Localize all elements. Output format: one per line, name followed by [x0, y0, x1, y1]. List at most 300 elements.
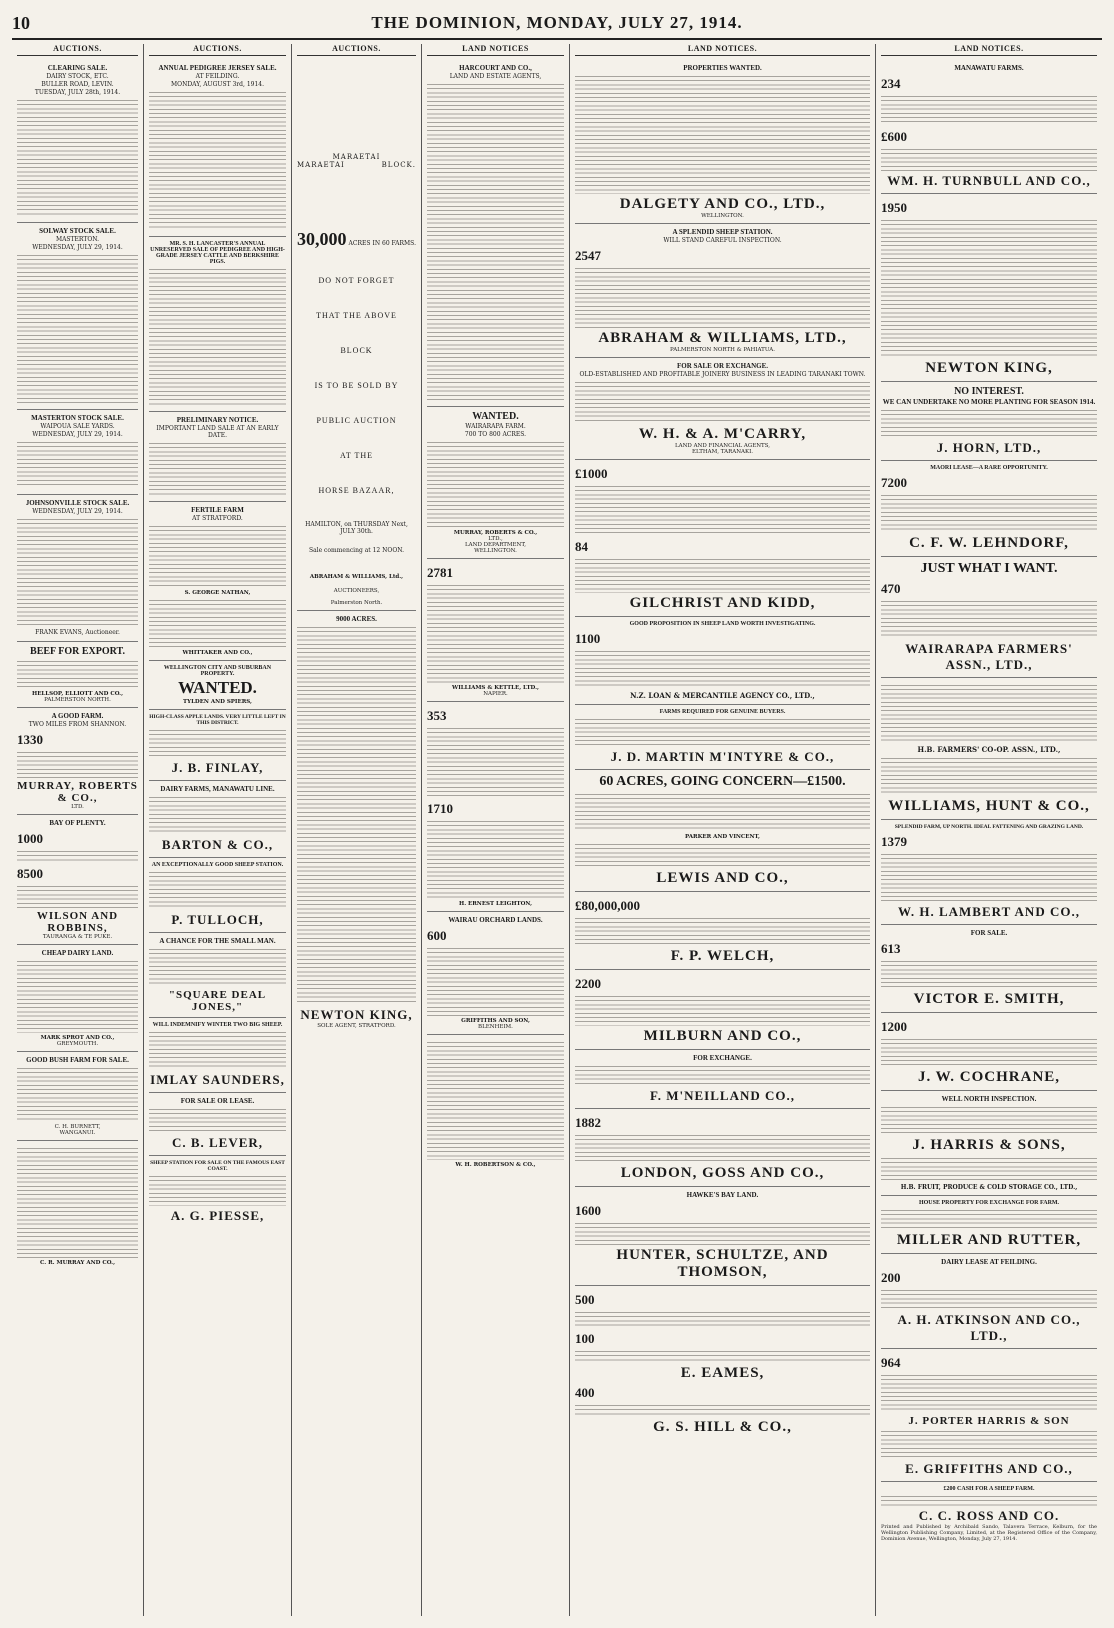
text-block: [881, 1105, 1097, 1135]
maraetai-line: MARAETAI: [297, 161, 345, 169]
text-block: [17, 1146, 138, 1258]
text-block: [149, 947, 286, 987]
ad-subheading: WAIPOUA SALE YARDS.: [40, 423, 115, 430]
ad-firm: WILLIAMS & KETTLE, LTD.,: [452, 685, 539, 691]
ad-firm: F. P. WELCH,: [670, 948, 775, 964]
ad-subheading: MASTERTON.: [55, 236, 100, 243]
text-block: [427, 946, 564, 1016]
text-block: [575, 484, 870, 534]
ad-firm: WM. H. TURNBULL AND CO.,: [887, 173, 1091, 188]
ad-place: WANGANUI.: [59, 1130, 96, 1136]
ad-heading: 9000 ACRES.: [336, 615, 377, 623]
text-block: [575, 1310, 870, 1326]
ad-subheading: BULLER ROAD, LEVIN.: [41, 81, 114, 88]
ad-firm: C. R. MURRAY AND CO.,: [39, 1260, 116, 1266]
ad-heading: 60 ACRES, GOING CONCERN—£1500.: [599, 774, 846, 789]
ad-heading: FERTILE FARM: [191, 506, 244, 514]
ad-date: TUESDAY, JULY 28th, 1914.: [34, 89, 121, 96]
text-block: [881, 599, 1097, 639]
ad-acreage: 200: [881, 1270, 901, 1285]
ad-dairy-lease-feilding: [881, 1254, 1097, 1349]
column-heading: AUCTIONS.: [149, 44, 286, 56]
block-label: BLOCK.: [381, 161, 416, 169]
ad-farms-required: [575, 705, 870, 770]
text-block: [17, 1066, 138, 1122]
ad-heading: FOR SALE OR EXCHANGE.: [676, 362, 768, 370]
text-block: [575, 266, 870, 328]
ad-bay-of-plenty: [17, 815, 138, 945]
maraetai-line: MARAETAI: [332, 153, 381, 161]
ad-firm: HARCOURT AND CO.,: [459, 64, 532, 72]
text-block: [149, 1107, 286, 1133]
ad-subheading: IMPORTANT LAND SALE AT AN EARLY DATE.: [156, 425, 279, 439]
column-heading: AUCTIONS.: [297, 44, 416, 56]
text-block: [881, 756, 1097, 796]
text-block: [17, 884, 138, 908]
text-block: [149, 598, 286, 648]
ad-firm: LEWIS AND CO.,: [656, 870, 789, 886]
ad-price: £600: [881, 129, 907, 144]
ad-hawkes-bay-land: [575, 1187, 870, 1286]
ad-firm: C. B. LEVER,: [171, 1135, 264, 1150]
ad-heading: WELL NORTH INSPECTION.: [941, 1095, 1037, 1103]
wanted-heading: WANTED.: [472, 411, 519, 422]
ad-dairy-farms-manawatu: [149, 781, 286, 858]
ad-964-acres: [881, 1349, 1097, 1482]
auction-date: HAMILTON, on THURSDAY Next, JULY 30th.: [305, 521, 408, 535]
text-block: [881, 959, 1097, 989]
ad-acreage: 964: [881, 1355, 901, 1370]
ad-firm: E. EAMES,: [680, 1365, 765, 1381]
ad-firm: MURRAY, ROBERTS & CO.,: [17, 780, 138, 804]
ad-heading: FOR SALE OR LEASE.: [180, 1097, 255, 1105]
ad-lancaster-sale: [149, 237, 286, 412]
ad-for-sale-613: [881, 925, 1097, 1013]
ad-acreage: 1950: [881, 200, 907, 215]
ad-wanted-wairarapa: [427, 407, 564, 559]
auction-line: PUBLIC AUCTION: [316, 416, 397, 425]
text-block: [17, 253, 138, 403]
text-block: [881, 852, 1097, 902]
ad-1950-acres: [881, 194, 1097, 382]
text-block: [575, 74, 870, 194]
text-block: [149, 441, 286, 495]
ad-heading: SHEEP STATION FOR SALE ON THE FAMOUS EAST COAST.: [150, 1160, 285, 1172]
ad-sale-or-lease: [149, 1093, 286, 1156]
ad-heading: CLEARING SALE.: [47, 64, 108, 72]
ad-woodcocks: [427, 1035, 564, 1172]
text-block: [881, 1373, 1097, 1413]
acres-label: ACRES: [348, 240, 371, 247]
ad-apple-lands: [149, 710, 286, 781]
text-block: [149, 90, 286, 230]
ad-60-acres-going-concern: [575, 770, 870, 892]
ad-acreage: 1710: [427, 801, 453, 816]
ad-heading: PROPERTIES WANTED.: [683, 64, 762, 72]
ad-heading: A SPLENDID SHEEP STATION.: [672, 228, 773, 236]
text-block: [881, 1208, 1097, 1230]
ad-9000-acres: [297, 611, 416, 1033]
ad-date: WEDNESDAY, JULY 29, 1914.: [32, 431, 123, 438]
ad-firm: S. GEORGE NATHAN,: [184, 590, 251, 596]
ad-firm: HUNTER, SCHULTZE, AND THOMSON,: [616, 1247, 829, 1280]
ad-firm: W. H. LAMBERT AND CO.,: [898, 904, 1080, 919]
ad-acreage: 100: [575, 1331, 595, 1346]
ad-no-interest: [881, 382, 1097, 461]
text-block: [881, 1037, 1097, 1067]
ad-firm: VICTOR E. SMITH,: [913, 991, 1065, 1007]
ad-heading: MANAWATU FARMS.: [954, 64, 1024, 72]
ad-acreage: 2781: [427, 565, 453, 580]
ad-heading: ANNUAL PEDIGREE JERSEY SALE.: [158, 64, 277, 72]
text-block: [881, 408, 1097, 438]
text-block: [575, 1403, 870, 1417]
ad-heading: MASTERTON STOCK SALE.: [31, 414, 124, 422]
ad-acreage: 613: [881, 941, 901, 956]
ad-joinery-business: [575, 358, 870, 460]
ad-heading: £200 CASH FOR A SHEEP FARM.: [943, 1486, 1035, 1492]
ad-firm: C. F. W. LEHNDORF,: [909, 535, 1069, 551]
text-block: [881, 1429, 1097, 1459]
ad-place: Palmerston North.: [330, 600, 383, 606]
text-block: [575, 792, 870, 832]
column-3: [292, 44, 422, 1616]
ad-firm: DALGETY AND CO., LTD.,: [619, 196, 826, 212]
ad-acreage: 1379: [881, 834, 907, 849]
text-block: [881, 218, 1097, 358]
text-block: [575, 1221, 870, 1245]
text-block: [427, 1040, 564, 1160]
farms-label: IN 60 FARMS.: [372, 240, 416, 247]
ad-pedigree-jersey-sale: [149, 60, 286, 237]
text-block: [881, 94, 1097, 124]
ad-acreage: 84: [575, 539, 588, 554]
ad-heading: SPLENDID FARM, UP NORTH. IDEAL FATTENING AND GRAZING LAND.: [894, 824, 1084, 830]
ad-johnsonville-stock-sale: [17, 495, 138, 642]
ad-heading: FARMS REQUIRED FOR GENUINE BUYERS.: [659, 709, 786, 715]
ad-acreage: 2200: [575, 976, 601, 991]
ad-masterton-stock-sale: [17, 410, 138, 495]
auction-line: DO NOT FORGET: [318, 276, 395, 285]
ad-firm: J. PORTER HARRIS & SON: [908, 1415, 1070, 1427]
ad-firm: HELLSOP, ELLIOTT AND CO.,: [32, 691, 123, 697]
column-2: [144, 44, 292, 1616]
ad-preliminary-notice: [149, 412, 286, 502]
ad-heading: JOHNSONVILLE STOCK SALE.: [25, 499, 130, 507]
text-block: [575, 1349, 870, 1363]
ad-heading: PRELIMINARY NOTICE.: [176, 416, 259, 424]
ad-subheading: AT STRATFORD.: [192, 515, 243, 522]
ad-acreage: 1000: [17, 831, 43, 846]
ad-a-good-farm: [17, 708, 138, 815]
ad-just-what-i-want: [881, 557, 1097, 678]
column-4: [422, 44, 570, 1616]
text-block: [17, 517, 138, 627]
ad-acreage: 400: [575, 1385, 595, 1400]
ad-firm: J. W. COCHRANE,: [917, 1069, 1061, 1085]
ad-firm-suffix: LTD.,: [488, 536, 503, 542]
column-heading: LAND NOTICES.: [881, 44, 1097, 56]
ad-firm-role: LAND AND FINANCIAL AGENTS,: [674, 443, 771, 449]
ad-manawatu-farms: [881, 60, 1097, 194]
column-1: [12, 44, 144, 1616]
ad-firm: W. H. ROBERTSON & CO.,: [455, 1162, 536, 1168]
text-block: [17, 440, 138, 488]
text-block: [575, 994, 870, 1026]
ad-firm-suffix: LTD.: [71, 804, 84, 810]
ad-maori-lease: [881, 461, 1097, 557]
ad-date: WEDNESDAY, JULY 29, 1914.: [32, 244, 123, 251]
ad-firm: H.B. FARMERS' CO-OP. ASSN., LTD.,: [917, 745, 1061, 754]
text-block: [149, 795, 286, 835]
text-block: [881, 683, 1097, 743]
ad-place: WELLINGTON.: [474, 548, 517, 554]
ad-firm: IMLAY SAUNDERS,: [150, 1072, 285, 1087]
ad-heading: WAIRAU ORCHARD LANDS.: [448, 916, 543, 924]
column-6: [876, 44, 1102, 1616]
imprint-footer: Printed and Published by Archibald Sando, Talavera Terrace, Kelburn, for the Wellington Publishing Company, Limited, at the Registered Office of the Company, Dominion Avenue, Wellington, Monday, July 27, 1914.: [881, 1524, 1097, 1542]
ad-good-bush-farm: [17, 1052, 138, 1141]
wanted-heading: WANTED.: [178, 678, 257, 697]
ad-firm: ABRAHAM & WILLIAMS, LTD.,: [598, 330, 847, 346]
ad-acreage: 7200: [881, 475, 907, 490]
text-block: [427, 440, 564, 528]
text-block: [149, 524, 286, 588]
ad-firm: G. S. HILL & CO.,: [653, 1419, 792, 1435]
ad-place: NAPIER.: [483, 691, 508, 697]
ad-subheading: TWO MILES FROM SHANNON.: [28, 721, 127, 728]
ad-firm: P. TULLOCH,: [171, 912, 264, 927]
ad-place: BLENHEIM.: [478, 1024, 513, 1030]
ad-firm: J. B. FINLAY,: [171, 760, 264, 775]
ad-place: ELTHAM, TARANAKI.: [691, 449, 754, 455]
ad-acreage: 1200: [881, 1019, 907, 1034]
ad-date: WEDNESDAY, JULY 29, 1914.: [32, 508, 123, 515]
ad-subheading: DAIRY STOCK, ETC.: [46, 73, 109, 80]
text-block: [17, 750, 138, 778]
ad-80-million: [575, 892, 870, 970]
text-block: [575, 557, 870, 593]
columns: [12, 44, 1102, 1616]
ad-firm: A. G. PIESSE,: [170, 1208, 265, 1223]
newspaper-title: THE DOMINION, MONDAY, JULY 27, 1914.: [371, 13, 743, 32]
ad-heading: DAIRY LEASE AT FEILDING.: [941, 1258, 1037, 1266]
text-block: [427, 819, 564, 899]
ad-353-acres: [427, 702, 564, 912]
text-block: [575, 916, 870, 946]
ad-properties-wanted: [575, 60, 870, 224]
column-5: [570, 44, 876, 1616]
ad-heading: HAWKE'S BAY LAND.: [686, 1191, 759, 1199]
ad-acreage: 353: [427, 708, 447, 723]
text-block: [427, 82, 564, 400]
ad-solway-stock-sale: [17, 223, 138, 410]
text-block: [575, 842, 870, 868]
ad-wairau-orchard: [427, 912, 564, 1035]
ad-firm: GILCHRIST AND KIDD,: [629, 595, 816, 611]
ad-heading: WELLINGTON CITY AND SUBURBAN PROPERTY.: [163, 665, 272, 677]
ad-500-acres: [575, 1286, 870, 1440]
ad-firm: J. D. MARTIN M'INTYRE & CO.,: [610, 749, 835, 764]
text-block: [881, 493, 1097, 533]
text-block: [17, 98, 138, 216]
ad-acreage: 1100: [575, 631, 601, 646]
ad-heading: GOOD BUSH FARM FOR SALE.: [26, 1056, 129, 1064]
ad-acreage: 234: [881, 76, 901, 91]
ad-heading: HOUSE PROPERTY FOR EXCHANGE FOR FARM.: [918, 1200, 1060, 1206]
ad-place: GREYMOUTH.: [56, 1041, 99, 1047]
ad-house-exchange: [881, 1196, 1097, 1254]
column-heading: LAND NOTICES: [427, 44, 564, 56]
ad-signature: FRANK EVANS, Auctioneer.: [35, 629, 120, 636]
ad-heading: BAY OF PLENTY.: [49, 819, 106, 827]
ad-subheading: OLD-ESTABLISHED AND PROFITABLE JOINERY BUSINESS IN LEADING TARANAKI TOWN.: [579, 371, 866, 378]
text-block: [575, 1133, 870, 1163]
auction-line: HORSE BAZAAR,: [318, 486, 395, 495]
ad-firm: E. GRIFFITHS AND CO.,: [905, 1461, 1073, 1476]
text-block: [17, 849, 138, 861]
ad-acreage: 8500: [17, 866, 43, 881]
ad-firm: J. HORN, LTD.,: [936, 440, 1042, 455]
ad-acreage: 30,000: [297, 229, 347, 249]
text-block: [881, 147, 1097, 171]
ad-place: PALMERSTON NORTH & PAHIATUA.: [670, 347, 775, 353]
ad-cheap-dairy-land: [17, 945, 138, 1052]
ad-place: PALMERSTON NORTH.: [44, 697, 111, 703]
ad-hb-farmers: [881, 678, 1097, 820]
page-number: 10: [12, 12, 30, 33]
ad-heading: WILL INDEMNIFY WINTER TWO BIG SHEEP.: [152, 1022, 283, 1028]
ad-date: MONDAY, AUGUST 3rd, 1914.: [171, 81, 264, 88]
ad-heading: DAIRY FARMS, MANAWATU LINE.: [160, 785, 275, 793]
ad-heading: A GOOD FARM.: [51, 712, 104, 720]
ad-subheading: LAND AND ESTATE AGENTS,: [449, 73, 542, 80]
ad-heading: AN EXCEPTIONALLY GOOD SHEEP STATION.: [151, 862, 284, 868]
text-block: [297, 625, 416, 1005]
ad-heading: SOLWAY STOCK SALE.: [39, 227, 116, 235]
ad-place: WELLINGTON.: [701, 213, 744, 219]
ad-acreage: 1600: [575, 1203, 601, 1218]
text-block: [149, 1174, 286, 1206]
ad-acreage: 500: [575, 1292, 595, 1307]
ad-firm: H. ERNEST LEIGHTON,: [459, 901, 532, 907]
ad-price: £80,000,000: [575, 898, 640, 913]
ad-for-exchange: [575, 1050, 870, 1109]
ad-small-man: [149, 933, 286, 1018]
ad-sheep-land-proposition: [575, 617, 870, 705]
ad-firm: ABRAHAM & WILLIAMS, Ltd.,: [309, 574, 404, 580]
auction-line: BLOCK: [340, 346, 373, 355]
text-block: [17, 659, 138, 689]
ad-subheading: WILL STAND CAREFUL INSPECTION.: [663, 237, 782, 244]
text-block: [149, 1030, 286, 1070]
ad-firm: WHITTAKER AND CO.,: [182, 650, 253, 656]
ad-firm: BARTON & CO.,: [161, 837, 274, 852]
ad-heading: JUST WHAT I WANT.: [920, 561, 1058, 576]
text-block: [149, 728, 286, 758]
ad-fertile-farm: [149, 502, 286, 661]
ad-firm: N.Z. LOAN & MERCANTILE AGENCY CO., LTD.,: [630, 691, 815, 700]
auction-line: IS TO BE SOLD BY: [314, 381, 399, 390]
ad-signature: C. H. BURNETT,: [54, 1124, 101, 1130]
column-heading: LAND NOTICES.: [575, 44, 870, 56]
ad-subheading: WAIRARAPA FARM.: [465, 423, 526, 430]
ad-winter-sheep: [149, 1018, 286, 1093]
ad-heading: NO INTEREST.: [954, 386, 1024, 397]
ad-heading: CHEAP DAIRY LAND.: [41, 949, 114, 957]
text-block: [881, 1156, 1097, 1182]
ad-harcourt: [427, 60, 564, 407]
ad-firm: GRIFFITHS AND SON,: [461, 1018, 530, 1024]
ad-firm: NEWTON KING,: [300, 1007, 413, 1022]
ad-well-north: [881, 1091, 1097, 1196]
ad-subheading: WE CAN UNDERTAKE NO MORE PLANTING FOR SEASON 1914.: [882, 398, 1096, 406]
text-block: [17, 959, 138, 1033]
ad-murray: [17, 1141, 138, 1270]
ad-1882-acres: [575, 1109, 870, 1187]
text-block: [427, 583, 564, 683]
ad-subheading: AT FEILDING.: [195, 73, 240, 80]
column-heading: AUCTIONS.: [17, 44, 138, 56]
ad-firm: PARKER AND VINCENT,: [685, 834, 760, 840]
ad-firm: MARK SPROT AND CO.,: [40, 1035, 115, 1041]
ad-place: TAURANGA & TE PUKE.: [42, 934, 113, 940]
ad-firm: F. M'NEILLAND CO.,: [649, 1088, 795, 1103]
ad-splendid-sheep-station: [575, 224, 870, 358]
text-block: [149, 267, 286, 405]
ad-firm: MILBURN AND CO.,: [643, 1028, 802, 1044]
ad-heading: MR. S. H. LANCASTER'S ANNUAL UNRESERVED SALE OF PEDIGREE AND HIGH-GRADE JERSEY CATTLE AND BERKSHIRE PIGS.: [150, 241, 285, 265]
ad-acreage: 1330: [17, 732, 43, 747]
ad-firm: C. C. ROSS AND CO.: [918, 1508, 1060, 1523]
ad-clearing-sale: [17, 60, 138, 223]
ad-firm: WAIRARAPA FARMERS' ASSN., LTD.,: [905, 641, 1073, 672]
ad-firm: MILLER AND RUTTER,: [896, 1232, 1082, 1248]
ad-heading: GOOD PROPOSITION IN SHEEP LAND WORTH INVESTIGATING.: [629, 621, 816, 627]
ad-2781-acres: [427, 559, 564, 702]
ad-2200-acres: [575, 970, 870, 1050]
ad-acreage: 600: [427, 928, 447, 943]
text-block: [427, 726, 564, 796]
ad-acreage: 1882: [575, 1115, 601, 1130]
ad-firm: W. H. & A. M'CARRY,: [638, 426, 807, 442]
ad-subheading: 700 TO 800 ACRES.: [464, 431, 527, 438]
auction-time: Sale commencing at 12 NOON.: [308, 547, 405, 554]
text-block: [575, 380, 870, 424]
text-block: [575, 1064, 870, 1086]
ad-heading: A CHANCE FOR THE SMALL MAN.: [159, 937, 276, 945]
ad-heading: FOR EXCHANGE.: [693, 1054, 752, 1062]
ad-firm: WILSON AND ROBBINS,: [36, 910, 119, 934]
ad-1200-acres: [881, 1013, 1097, 1091]
text-block: [881, 1288, 1097, 1310]
text-block: [575, 649, 870, 689]
masthead: [12, 10, 1102, 40]
ad-firm: MURRAY, ROBERTS & CO.,: [453, 530, 538, 536]
auction-line: THAT THE ABOVE: [316, 311, 397, 320]
ad-firm: LONDON, GOSS AND CO.,: [620, 1165, 825, 1181]
ad-firm: TYLDEN AND SPIERS,: [183, 699, 252, 705]
ad-acreage: 2547: [575, 248, 601, 263]
ad-splendid-farm-up-north: [881, 820, 1097, 925]
ad-heading: MAORI LEASE—A RARE OPPORTUNITY.: [930, 465, 1048, 471]
auction-line: AT THE: [339, 451, 374, 460]
ad-heading: FOR SALE.: [970, 929, 1008, 937]
ad-firm: A. H. ATKINSON AND CO., LTD.,: [897, 1312, 1081, 1343]
ad-price: £1000: [575, 466, 608, 481]
ad-maraetai-block: [297, 60, 416, 611]
ad-wellington-property: [149, 661, 286, 710]
